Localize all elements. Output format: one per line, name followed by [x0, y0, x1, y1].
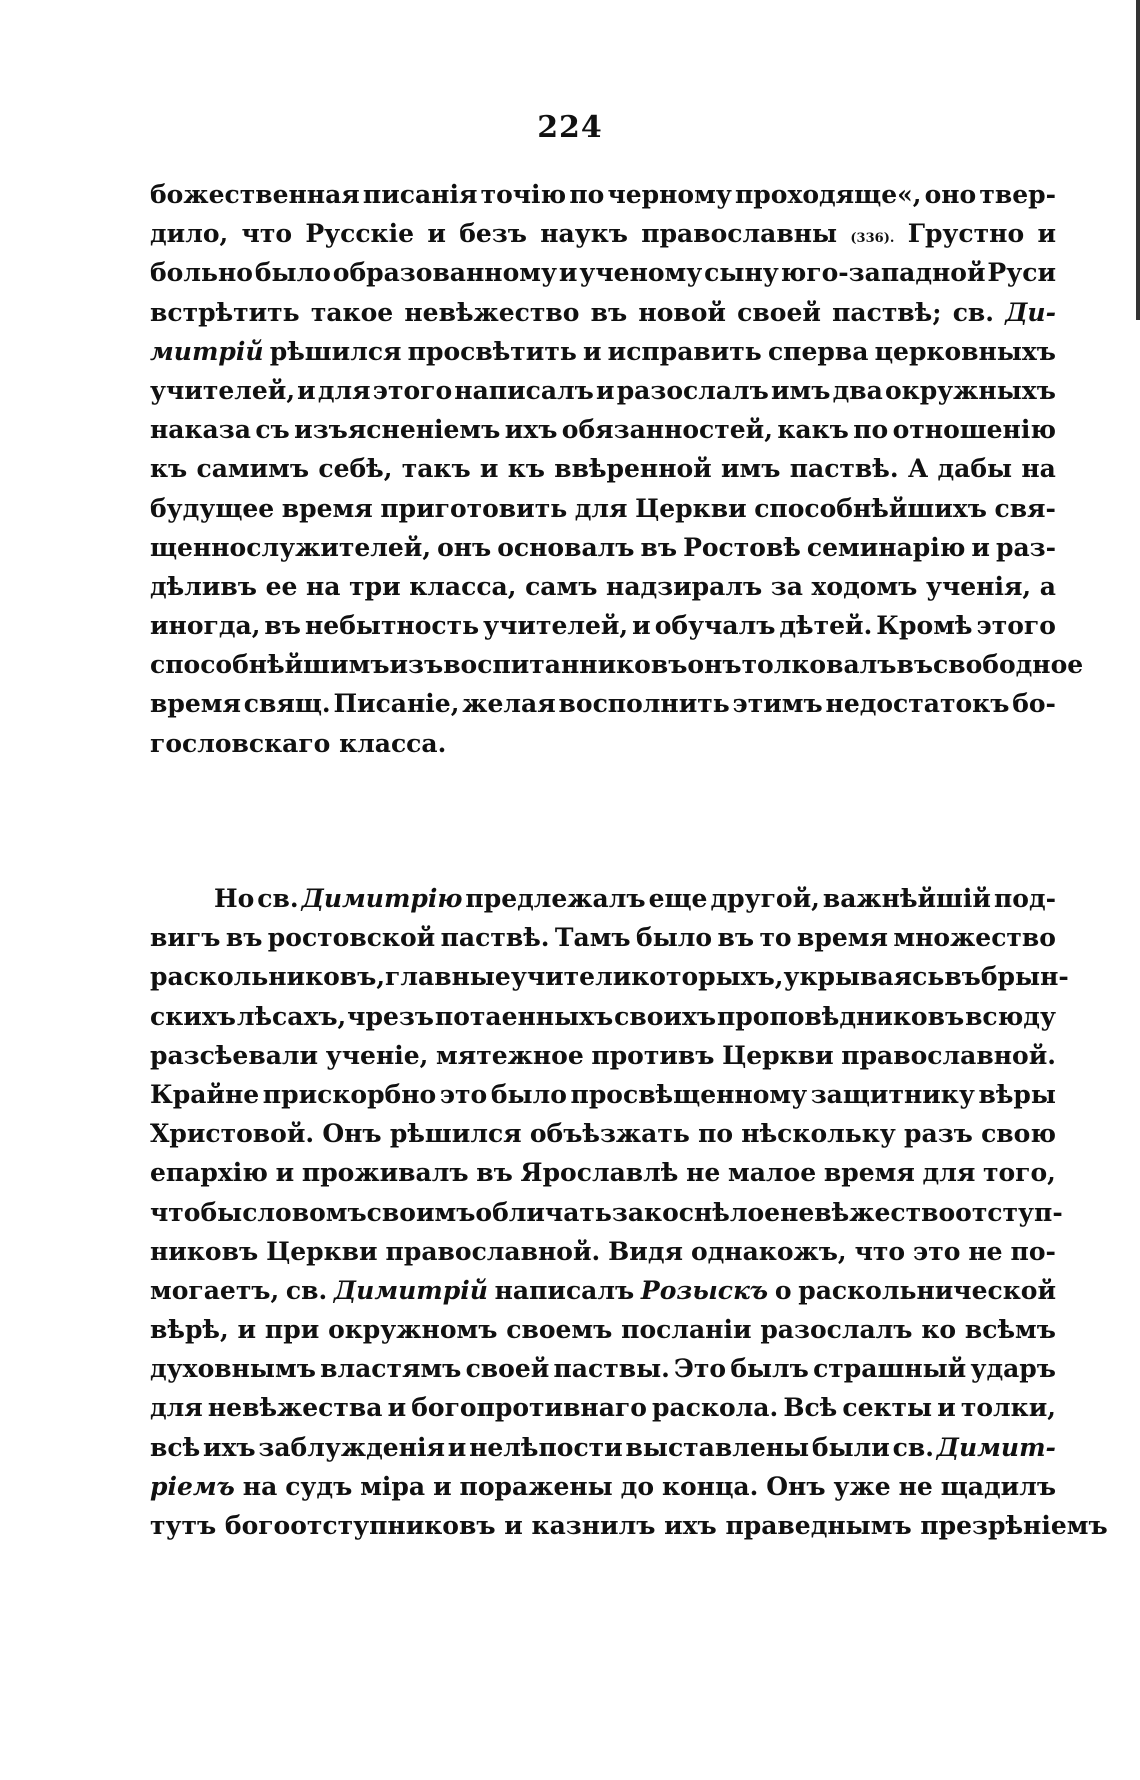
word: уже [833, 1471, 891, 1501]
word: по- [1010, 1236, 1056, 1266]
word: дило, [150, 219, 229, 249]
word: Христовой. [150, 1119, 315, 1149]
word: имъ [721, 454, 781, 484]
word: а [1039, 571, 1056, 601]
word: вѣрѣ, [150, 1315, 229, 1345]
word: своей [465, 1354, 550, 1384]
text-line [150, 689, 1056, 728]
word: ихъ [202, 1432, 256, 1462]
word: то [759, 923, 792, 953]
word: словомъ [242, 1197, 367, 1227]
word: въ [225, 923, 263, 953]
word: такое [310, 297, 394, 327]
word: и [937, 1393, 956, 1423]
word: время [797, 923, 888, 953]
word: по [853, 415, 889, 445]
word: Димит- [936, 1432, 1056, 1462]
text-line [150, 494, 1056, 533]
word: невѣжество [780, 1197, 956, 1227]
word: дѣливъ [150, 571, 257, 601]
word: Церкви [635, 493, 747, 523]
word: своей [737, 297, 821, 327]
word: и [479, 454, 499, 484]
word: однакожъ, [690, 1236, 847, 1266]
word: въ [264, 611, 301, 641]
word: и [297, 375, 316, 405]
word: толки, [960, 1393, 1056, 1423]
word: на [242, 1471, 278, 1501]
word: обязанностей, [561, 415, 773, 445]
word: противъ [591, 1040, 715, 1070]
text-line [150, 611, 1056, 650]
word: сыну [704, 258, 779, 288]
word: того, [983, 1158, 1056, 1188]
word: было [254, 258, 331, 288]
word: три [349, 571, 401, 601]
word: щадилъ [940, 1471, 1056, 1501]
word: конца. [661, 1471, 759, 1501]
word: рѣшился [269, 336, 402, 366]
word: раз- [995, 532, 1056, 562]
word: восполнить [558, 689, 730, 719]
word: рѣшился [389, 1119, 522, 1149]
word: праведнымъ [725, 1511, 912, 1540]
word: писанія [362, 180, 478, 209]
text-line [150, 1315, 1056, 1354]
word: это [439, 1079, 488, 1109]
word: написалъ [494, 1275, 635, 1305]
text-line [150, 298, 1056, 337]
word: толковалъ [741, 650, 897, 680]
word: изъясненіемъ [294, 415, 501, 445]
word: образованному [332, 258, 557, 288]
text-line [150, 884, 1056, 923]
text-line [150, 1158, 1056, 1197]
text-line [150, 572, 1056, 611]
word: раскольнической [798, 1275, 1056, 1305]
word: были [811, 1432, 890, 1462]
word: ихъ [504, 415, 558, 445]
word: не [898, 1471, 933, 1501]
word: своемъ [506, 1315, 613, 1345]
word: приготовить [380, 493, 568, 523]
word: которыхъ, [631, 962, 784, 992]
word: Писаніе, [333, 689, 460, 719]
word: безъ [459, 219, 527, 249]
word: всѣмъ [964, 1315, 1056, 1345]
word: отношенію [892, 415, 1056, 445]
word: оно [924, 180, 977, 209]
word: нелѣпости [469, 1432, 623, 1462]
word: дабы [937, 454, 1013, 484]
word: написалъ [454, 375, 594, 405]
word: Церкви [722, 1040, 834, 1070]
word: невѣжества [207, 1393, 383, 1423]
text-line [150, 1080, 1056, 1119]
text-line [150, 1197, 1063, 1237]
word: Крайне [150, 1079, 260, 1109]
word: и [596, 375, 615, 405]
word: ученому [579, 258, 703, 288]
word: богоотступниковъ [224, 1511, 496, 1540]
word: для [150, 1393, 203, 1423]
word: къ [150, 454, 188, 484]
text-line [150, 729, 1056, 768]
word: невѣжество [404, 297, 580, 327]
word: этого [976, 611, 1056, 641]
word: всѣ [150, 1432, 201, 1462]
word: ко [921, 1315, 957, 1345]
word: не [686, 1158, 721, 1188]
word: наукъ [540, 219, 628, 249]
word: какъ [777, 415, 849, 445]
text-line [150, 650, 1084, 689]
word: Онъ [766, 1471, 826, 1501]
text-line [150, 533, 1056, 572]
word: разослалъ [760, 1315, 913, 1345]
word: Всѣ [783, 1393, 838, 1423]
word: наказа [150, 415, 251, 445]
word: твер- [979, 180, 1056, 209]
word: былъ [730, 1354, 809, 1384]
word: самимъ [196, 454, 310, 484]
word: въ [476, 1158, 513, 1188]
word: раскола. [652, 1393, 779, 1423]
word: паствѣ. [440, 923, 550, 953]
word: чтобы [150, 1197, 243, 1227]
word: вигъ [150, 923, 221, 953]
text-line [150, 1002, 1056, 1041]
word: своихъ [614, 1001, 717, 1031]
word: судъ [285, 1471, 353, 1501]
word: разослалъ [616, 375, 769, 405]
word: и [632, 611, 651, 641]
word: паствы. [553, 1354, 670, 1384]
word: съ [255, 415, 290, 445]
text-line [150, 1276, 1056, 1315]
word: вѣры [978, 1079, 1056, 1109]
word: черному [607, 180, 732, 209]
word: митрій [150, 336, 264, 366]
word: духовнымъ [150, 1354, 316, 1384]
word: обличать [475, 1197, 612, 1227]
word: свящ. [243, 689, 331, 719]
word: ее [265, 571, 298, 601]
word: онъ [437, 532, 492, 562]
word: св. [952, 297, 994, 327]
word: воспитанниковъ [443, 650, 688, 680]
text-line [150, 376, 1056, 415]
word: скихъ [150, 1001, 236, 1031]
word: проживалъ [301, 1158, 469, 1188]
word: могаетъ, [150, 1275, 280, 1305]
text-line [150, 1354, 1056, 1393]
word: православной. [385, 1236, 601, 1266]
word: св. [257, 884, 299, 913]
word: въ [640, 532, 678, 562]
word: обучалъ [654, 611, 776, 641]
word: и [427, 219, 446, 249]
word: св. [285, 1275, 328, 1305]
word: А [907, 454, 929, 484]
word: церковныхъ [874, 336, 1056, 366]
word: въ [944, 962, 981, 992]
word: и [504, 1511, 523, 1540]
word: малое [728, 1158, 817, 1188]
word: чрезъ [347, 1001, 434, 1031]
word: разъ [904, 1119, 973, 1149]
word: міра [360, 1471, 426, 1501]
word: отступ- [955, 1197, 1063, 1227]
word: по [569, 180, 605, 209]
word: недостатокъ [825, 689, 1010, 719]
text-line [150, 962, 1069, 1001]
word: защитнику [810, 1079, 975, 1109]
word: окружномъ [328, 1315, 498, 1345]
word: щеннослужителей, [150, 532, 432, 562]
text-line [150, 923, 1056, 962]
word: въ [896, 650, 934, 680]
word: самъ [525, 571, 598, 601]
word: о [774, 1275, 792, 1305]
text-line: дило, что Русскіе и безъ наукъ православны (336). Грустно и [150, 219, 1056, 249]
word: и [433, 1471, 452, 1501]
word: Тамъ [554, 923, 631, 953]
word: своимъ [366, 1197, 476, 1227]
word: за [770, 571, 803, 601]
text-line [150, 180, 1056, 219]
word: изъ [389, 650, 444, 680]
word: точію [480, 180, 567, 209]
word: такъ [401, 454, 471, 484]
word: на [306, 571, 341, 601]
word: раскольниковъ, [150, 962, 386, 992]
word: свободное [933, 650, 1084, 680]
word: и [558, 258, 578, 288]
word: имъ [771, 375, 831, 405]
word: властямъ [320, 1354, 462, 1384]
word: окружныхъ [884, 375, 1056, 405]
text-line [150, 1041, 1056, 1080]
word: ріемъ [150, 1471, 235, 1501]
word: заблужденія [258, 1432, 445, 1462]
word: въ [590, 297, 628, 327]
word: поражены [459, 1471, 613, 1501]
word: паствѣ; [832, 297, 942, 327]
word: мятежное [436, 1040, 584, 1070]
word: Но [214, 884, 255, 913]
word: свою [981, 1119, 1056, 1149]
word: желая [462, 689, 556, 719]
word: презрѣніемъ [920, 1511, 1108, 1540]
word: ихъ [664, 1511, 717, 1540]
word: Грустно [907, 219, 1025, 249]
text-line [150, 1472, 1056, 1511]
word: лѣсахъ, [236, 1001, 347, 1031]
word: еще [648, 884, 708, 913]
text-line [150, 1511, 1108, 1550]
word: и [237, 1315, 257, 1345]
word: семинарію [806, 532, 966, 562]
word: было [490, 1079, 567, 1109]
word: главные [385, 962, 511, 992]
word: ударъ [970, 1354, 1056, 1384]
word: для [922, 1158, 976, 1188]
word: время [281, 493, 373, 523]
word: свя- [994, 493, 1056, 523]
word: брын- [980, 962, 1069, 992]
word: дѣтей. [779, 611, 873, 641]
word: и [447, 1432, 467, 1462]
word: небытность [305, 611, 480, 641]
word: въ [717, 923, 755, 953]
text-line [150, 415, 1056, 454]
text-line [150, 1119, 1056, 1158]
word: этого [372, 375, 453, 405]
word: тутъ [150, 1511, 217, 1540]
word: Димитрій [333, 1275, 488, 1305]
word: этимъ [732, 689, 823, 719]
word: бо- [1012, 689, 1056, 719]
word: сперва [767, 336, 869, 366]
word: класса, [409, 571, 517, 601]
word: казнилъ [531, 1511, 656, 1540]
word: объѣзжать [529, 1119, 690, 1149]
word: страшный [813, 1354, 967, 1384]
word: проповѣдниковъ [716, 1001, 965, 1031]
word: Видя [608, 1236, 683, 1266]
word: гословскаго [150, 728, 331, 758]
word: было [636, 923, 713, 953]
word: Русскіе [305, 219, 415, 249]
word: способнѣйшихъ [754, 493, 987, 523]
word: множество [893, 923, 1056, 953]
word: Димитрію [301, 884, 463, 913]
word: при [264, 1315, 320, 1345]
word: Розыскъ [640, 1275, 769, 1305]
word: надзиралъ [606, 571, 763, 601]
text-line [150, 1237, 1056, 1276]
word: другой, [710, 884, 820, 913]
word: Руси [987, 258, 1056, 288]
word: Церкви [266, 1236, 378, 1266]
word: и [1037, 219, 1056, 249]
word: это [913, 1236, 961, 1266]
word: и [387, 1393, 407, 1423]
word: Онъ [322, 1119, 382, 1149]
word: время [150, 689, 241, 719]
word: учителей, [483, 611, 629, 641]
word: нѣскольку [741, 1119, 896, 1149]
word: укрываясь [783, 962, 945, 992]
word: исправить [607, 336, 762, 366]
text-line [150, 1433, 1056, 1472]
word: закоснѣлое [611, 1197, 781, 1227]
text-line [150, 454, 1056, 493]
word: ученія, [925, 571, 1032, 601]
word: предлежалъ [465, 884, 646, 913]
word: никовъ [150, 1236, 259, 1266]
word: Кромѣ [876, 611, 973, 641]
word: прискорбно [262, 1079, 437, 1109]
word: богопротивнаго [411, 1393, 647, 1423]
word: проходяще«, [734, 180, 922, 209]
word: божественная [150, 180, 360, 209]
word: и [275, 1158, 295, 1188]
word: епархію [150, 1158, 268, 1188]
word: Это [674, 1354, 727, 1384]
paragraph-1 [150, 180, 1084, 768]
text-line [150, 337, 1056, 376]
word: под- [993, 884, 1056, 913]
text-line [150, 258, 1056, 297]
word: встрѣтить [150, 297, 300, 327]
word: выставлены [625, 1432, 810, 1462]
word: Ярославлѣ [520, 1158, 679, 1188]
word: и [582, 336, 602, 366]
page-edge-shadow [1136, 0, 1140, 320]
word: больно [150, 258, 253, 288]
word: время [823, 1158, 915, 1188]
word: и [971, 532, 990, 562]
word: основалъ [497, 532, 635, 562]
word: новой [638, 297, 726, 327]
word: для [574, 493, 628, 523]
word: св. [892, 1432, 934, 1462]
word: на [1021, 454, 1056, 484]
word: ввѣренной [554, 454, 712, 484]
text-line [150, 1393, 1056, 1432]
word: всюду [965, 1001, 1056, 1031]
word: посланіи [621, 1315, 752, 1345]
word: для [317, 375, 371, 405]
word: будущее [150, 493, 275, 523]
word: ходомъ [811, 571, 918, 601]
word: учителей, [150, 375, 296, 405]
word: что [854, 1236, 906, 1266]
word: по [698, 1119, 734, 1149]
word: до [620, 1471, 654, 1501]
page-number: 224 [537, 110, 603, 145]
word: православны [641, 219, 838, 249]
word: не [968, 1236, 1003, 1266]
word: паствѣ. [789, 454, 899, 484]
word: иногда, [150, 611, 261, 641]
word: два [832, 375, 883, 405]
word: православной. [841, 1040, 1056, 1070]
word: юго-западной [780, 258, 986, 288]
word: способнѣйшимъ [150, 650, 390, 680]
word: себѣ, [318, 454, 393, 484]
word: просвѣтить [407, 336, 577, 366]
word: секты [842, 1393, 933, 1423]
word: потаенныхъ [434, 1001, 614, 1031]
paragraph-2 [150, 884, 1108, 1550]
word: Ди- [1005, 297, 1056, 327]
word: разсѣевали [150, 1040, 319, 1070]
word: онъ [687, 650, 742, 680]
word: класса. [339, 728, 447, 758]
word: къ [507, 454, 545, 484]
word: что [241, 219, 292, 249]
word: учители [510, 962, 632, 992]
word: ученіе, [325, 1040, 429, 1070]
word: важнѣйшій [822, 884, 991, 913]
word: Ростовѣ [683, 532, 801, 562]
word: ростовской [267, 923, 436, 953]
word: просвѣщенному [570, 1079, 808, 1109]
